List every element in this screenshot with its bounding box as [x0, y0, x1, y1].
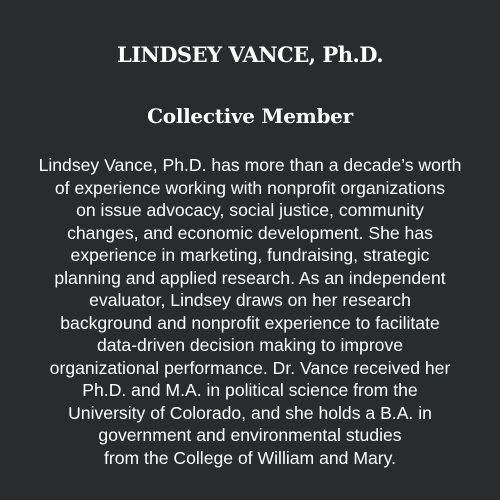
bio-line: organizational performance. Dr. Vance received her [49, 357, 451, 378]
member-bio [0, 154, 500, 469]
bio-line: experience in marketing, fundraising, strategic [70, 245, 430, 265]
bio-line: Ph.D. and M.A. in political science from the [82, 380, 418, 400]
member-role: Collective Member [147, 104, 353, 128]
bio-line: Lindsey Vance, Ph.D. has more than a decade’s worth [38, 155, 462, 175]
bio-line: data-driven decision making to improve [96, 335, 404, 355]
bio-line: on issue advocacy, social justice, community [76, 200, 424, 220]
bio-line: government and environmental studies [98, 425, 402, 445]
bio-line: planning and applied research. As an independent [54, 267, 446, 288]
bio-line: background and nonprofit experience to facilitate [60, 312, 440, 333]
bio-line: evaluator, Lindsey draws on her research [89, 290, 411, 310]
bio-line: of experience working with nonprofit organizations [54, 177, 446, 198]
bio-line: from the College of William and Mary. [103, 447, 397, 468]
member-name: LINDSEY VANCE, Ph.D. [116, 42, 384, 67]
bio-line: changes, and economic development. She has [67, 222, 433, 243]
bio-line: University of Colorado, and she holds a B.A. in [68, 402, 432, 423]
